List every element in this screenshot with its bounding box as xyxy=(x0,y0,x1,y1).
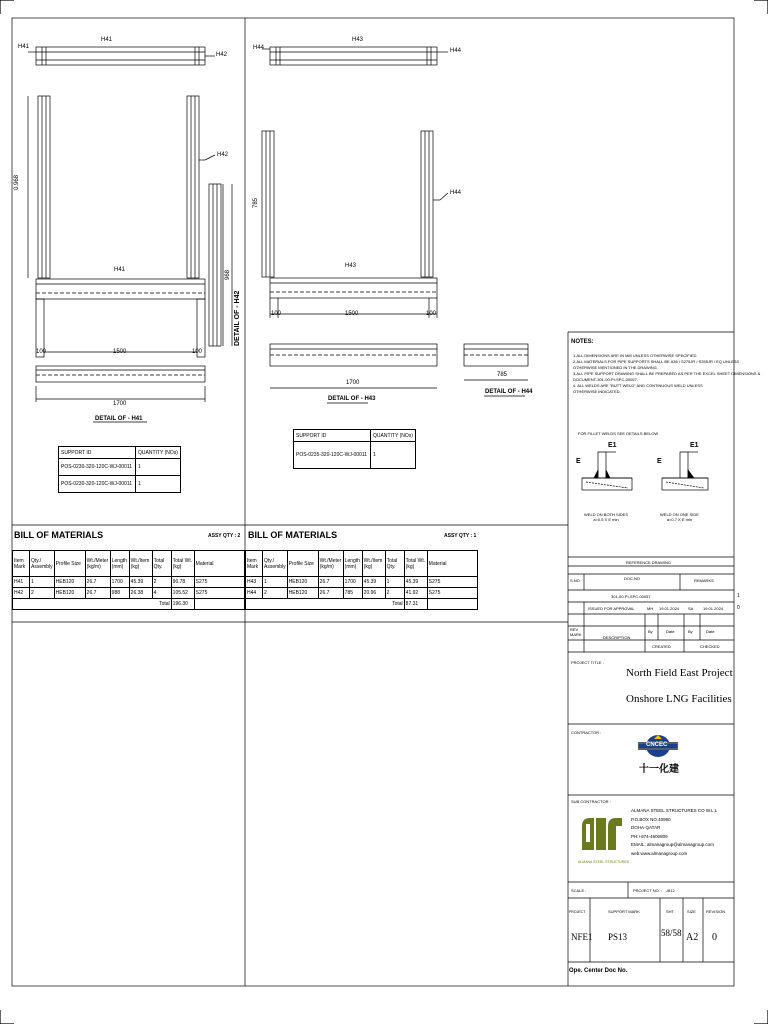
bom-cell: 2 xyxy=(385,588,404,599)
label-h41-top-center: H41 xyxy=(101,37,113,43)
date-header-a: Date xyxy=(666,629,675,634)
support-qty-cell: 1 xyxy=(371,442,416,469)
sheet-border xyxy=(12,18,734,986)
label-h43-top-center: H43 xyxy=(352,37,364,43)
contractor-chinese-name: 十一化建 xyxy=(639,764,679,775)
dim-total-h41: 1700 xyxy=(113,401,127,407)
title-detail-h41: DETAIL OF - H41 xyxy=(95,416,143,422)
sub-contractor-label: SUB CONTRACTOR : xyxy=(571,799,611,804)
bom-col-header: Total Wt. (kg) xyxy=(171,551,194,577)
sheet-value: 58/58 xyxy=(661,928,682,938)
table-row xyxy=(13,599,245,610)
note-line: 2.ALL MATERIALS FOR PIPE SUPPORTS SHALL BE A36 / S275JR / S355JR / EQ UNLESS xyxy=(573,359,740,364)
note-line: DOCUMENT-301-00-PI-SPC-00057. xyxy=(573,377,638,382)
bom-cell: H44 xyxy=(246,588,263,599)
bom-cell: 1 xyxy=(30,577,55,588)
ref-header-docno: DOC.NO xyxy=(624,576,640,581)
weld-caption-one xyxy=(660,512,699,522)
bom-cell: HEB120 xyxy=(287,588,318,599)
support-id-cell: POS-0230-320-120C-WJ-00011 xyxy=(59,476,136,493)
address-line: PH:+974-4600809 xyxy=(631,833,668,839)
bom-right-title: BILL OF MATERIALS xyxy=(248,530,338,540)
by-header-b: By xyxy=(688,629,693,634)
notes-title: NOTES: xyxy=(571,339,594,345)
bom-cell: 988 xyxy=(110,588,129,599)
project-title-line2: Onshore LNG Facilities xyxy=(626,693,732,705)
bom-cell: HEB120 xyxy=(54,577,85,588)
scale-label: SCALE : xyxy=(571,888,587,893)
bom-cell: S275 xyxy=(194,577,244,588)
bom-cell: 41.92 xyxy=(404,588,427,599)
bom-cell: 4 xyxy=(152,588,171,599)
dim-side-len-h42: 968 xyxy=(225,269,231,280)
bom-cell: 2 xyxy=(30,588,55,599)
label-h44-top-right: H44 xyxy=(450,48,462,54)
rev-mark-header: REV MARK xyxy=(570,627,582,637)
table-row xyxy=(13,577,245,588)
caption-line: a=0.7 X E min xyxy=(666,517,693,522)
label-h42-column: H42 xyxy=(217,152,229,158)
size-label: SIZE xyxy=(687,909,696,914)
almana-logo xyxy=(578,812,630,868)
ope-center-doc-no: Ope. Center Doc No. xyxy=(569,968,628,974)
bom-cell: 26.7 xyxy=(85,588,110,599)
checked-date: 19.01.2024 xyxy=(703,606,724,611)
support-table-left xyxy=(58,446,181,493)
support-table-right xyxy=(293,429,416,469)
issued-description: ISSUED FOR APPROVAL xyxy=(588,606,635,611)
bom-cell: H43 xyxy=(246,577,263,588)
label-h43-beam: H43 xyxy=(345,263,357,269)
weld-caption-both xyxy=(584,512,628,522)
description-header: DESCRIPTION xyxy=(603,635,631,640)
title-detail-h44: DETAIL OF - H44 xyxy=(485,389,533,395)
bom-col-header: Wt./Meter (kg/m) xyxy=(85,551,110,577)
address-line: P.O.BOX NO.40990 xyxy=(631,816,671,822)
table-row xyxy=(13,588,245,599)
support-header-id: SUPPORT ID xyxy=(59,447,136,459)
caption-line: a=0.5 X E min xyxy=(593,517,619,522)
bom-col-header: Wt./Item (kg) xyxy=(129,551,152,577)
table-row xyxy=(246,577,478,588)
note-line: 1.ALL DIMENSIONS ARE IN MM UNLESS OTHERWISE SPECIFIED. xyxy=(573,353,698,358)
support-mark-value: PS13 xyxy=(608,932,628,942)
support-id-cell: POS-0235-320-120C-WJ-00011 xyxy=(294,442,371,469)
dim-col-height-h41: 0.968 xyxy=(14,174,20,190)
bom-cell: 1700 xyxy=(110,577,129,588)
caption-line: WELD ON BOTH SIDES xyxy=(584,512,629,517)
bom-col-header: Qty./ Assembly xyxy=(263,551,288,577)
bom-left-title: BILL OF MATERIALS xyxy=(14,530,104,540)
bom-total-label: Total xyxy=(246,599,405,610)
weld-label-e1-a: E1 xyxy=(608,442,617,449)
bom-cell: 105.52 xyxy=(171,588,194,599)
dim-left-stub-h41: 100 xyxy=(36,349,47,355)
bom-cell: 1 xyxy=(263,577,288,588)
bom-col-header: Wt./Meter (kg/m) xyxy=(318,551,343,577)
bom-cell: 1 xyxy=(385,577,404,588)
bom-cell: 26.7 xyxy=(85,577,110,588)
support-mark-label: SUPPORT MARK xyxy=(608,909,640,914)
bom-cell: S275 xyxy=(427,588,477,599)
note-line: 4. ALL WELDS ARE "BUTT WELD" AND CONTINUOUS WELD UNLESS xyxy=(573,383,703,388)
note-line: 3.ALL PIPE SUPPORT DRAWING SHALL BE PREPARED AS PER THE EXCEL SHEET DIMENSIONS & xyxy=(573,371,761,376)
label-h41-beam: H41 xyxy=(114,267,126,273)
bom-right-assy-qty: ASSY QTY : 1 xyxy=(444,533,477,539)
bom-cell: HEB120 xyxy=(287,577,318,588)
bom-total-value: 196.30 xyxy=(171,599,194,610)
bom-col-header: Total Qty. xyxy=(385,551,404,577)
bom-cell: HEB120 xyxy=(54,588,85,599)
weld-label-e-b: E xyxy=(657,458,662,465)
bom-left-assy-qty: ASSY QTY : 2 xyxy=(208,533,241,539)
bom-cell: H41 xyxy=(13,577,30,588)
label-h41-top-left: H41 xyxy=(18,44,30,50)
weld-sketch-both-sides xyxy=(582,452,632,490)
dim-right-stub-h41: 100 xyxy=(192,349,203,355)
bom-right-table xyxy=(245,550,478,610)
cncec-logo-text: CNCEC xyxy=(646,742,668,748)
bom-col-header: Profile Size xyxy=(54,551,85,577)
bom-col-header: Qty./ Assembly xyxy=(30,551,55,577)
bom-col-header: Material xyxy=(427,551,477,577)
project-label: PROJECT xyxy=(569,910,586,914)
bom-cell: 45.39 xyxy=(362,577,385,588)
caption-line: WELD ON ONE SIDE xyxy=(660,512,699,517)
revision-value: 0 xyxy=(712,932,717,943)
dim-left-stub-h43: 100 xyxy=(271,311,282,317)
issued-by: MH xyxy=(647,606,654,611)
almana-logo-caption: ALMANA STEEL STRUCTURES xyxy=(578,860,630,864)
support-header-qty: QUANTITY (NOs) xyxy=(371,430,416,442)
checked-label: CHECKED xyxy=(700,644,720,649)
bom-col-header: Length (mm) xyxy=(110,551,129,577)
label-h44-top-left: H44 xyxy=(253,45,265,51)
ref-header-remarks: REMARKS xyxy=(694,578,714,583)
bom-col-header: Total Qty. xyxy=(152,551,171,577)
by-header-a: By xyxy=(648,629,653,634)
bom-cell: 26.7 xyxy=(318,577,343,588)
bom-cell: 90.78 xyxy=(171,577,194,588)
bom-total-label: Total xyxy=(13,599,172,610)
bom-col-header: Total Wt. (kg) xyxy=(404,551,427,577)
bom-cell: 2 xyxy=(152,577,171,588)
support-id-cell: POS-0230-320-120C-WJ-00011 xyxy=(59,459,136,476)
bom-cell: 45.39 xyxy=(404,577,427,588)
note-line: OTHERWISE INDICATED. xyxy=(573,389,621,394)
address-line: web:www.almanagroup.com xyxy=(631,850,688,856)
bom-col-header: Item Mark xyxy=(246,551,263,577)
dim-total-h43: 1700 xyxy=(346,380,360,386)
reference-title: REFERENCE DRAWING xyxy=(626,560,671,565)
bom-col-header: Item Mark xyxy=(13,551,30,577)
bom-col-header: Profile Size xyxy=(287,551,318,577)
bom-cell: 45.39 xyxy=(129,577,152,588)
support-qty-cell: 1 xyxy=(136,459,181,476)
bom-col-header: Length (mm) xyxy=(343,551,362,577)
dim-span-h43: 1500 xyxy=(345,311,359,317)
address-line: ALMANA STEEL STRUCTURES CO W.L.L xyxy=(631,808,718,813)
project-title-label: PROJECT TITLE : xyxy=(571,660,604,665)
fillet-note: FOR FILLET WELDS SEE DETAILS BELOW xyxy=(578,431,659,436)
contractor-label: CONTRACTOR : xyxy=(571,730,602,735)
sub-contractor-address xyxy=(631,807,717,858)
dim-span-h41: 1500 xyxy=(113,349,127,355)
support-header-qty: QUANTITY (NOs) xyxy=(136,447,181,459)
bom-cell: 2 xyxy=(263,588,288,599)
bom-left-table xyxy=(12,550,245,610)
bom-cell: 1700 xyxy=(343,577,362,588)
cncec-logo xyxy=(635,733,681,759)
bom-col-header: Material xyxy=(194,551,244,577)
project-no-value: J812 xyxy=(666,888,675,893)
bom-total-value: 87.31 xyxy=(404,599,427,610)
ref-header-sno: S.NO xyxy=(570,578,580,583)
size-value: A2 xyxy=(686,932,699,943)
table-row xyxy=(246,588,478,599)
bom-col-header: Wt./Item (kg) xyxy=(362,551,385,577)
bom-cell: 26.7 xyxy=(318,588,343,599)
bom-cell: 785 xyxy=(343,588,362,599)
title-detail-h42: DETAIL OF - H42 xyxy=(234,290,241,346)
checked-by: SA xyxy=(688,606,694,611)
title-detail-h43: DETAIL OF - H43 xyxy=(328,396,376,402)
weld-label-e1-b: E1 xyxy=(690,442,699,449)
issued-date: 19.01.2024 xyxy=(659,606,680,611)
bom-cell: S275 xyxy=(427,577,477,588)
support-qty-cell: 1 xyxy=(136,476,181,493)
project-no-label: PROJECT NO. : xyxy=(633,888,663,893)
support-header-id: SUPPORT ID xyxy=(294,430,371,442)
label-h42-top-right: H42 xyxy=(216,52,228,58)
ref-doc-no: 301-00-PI-SPC-00057 xyxy=(611,594,651,599)
bom-cell: 20.96 xyxy=(362,588,385,599)
ref-side-zero: 0 xyxy=(737,605,740,611)
address-line: EMAIL: almanagroup@almanagroup.com xyxy=(631,842,714,847)
revision-label: REVISION xyxy=(706,909,726,914)
dim-side-len-h44: 785 xyxy=(497,372,508,378)
weld-sketch-one-side xyxy=(662,452,708,490)
note-line: OTHERWISE MENTIONED IN THE DRAWING. xyxy=(573,365,658,370)
bom-cell: H42 xyxy=(13,588,30,599)
bom-cell: S275 xyxy=(194,588,244,599)
ref-side-one: 1 xyxy=(737,593,740,599)
sheet-label: SHT xyxy=(666,909,674,914)
label-h44-column: H44 xyxy=(450,190,462,196)
dim-right-stub-h43: 100 xyxy=(426,311,437,317)
address-line: DOHA-QATAR xyxy=(631,825,661,830)
dim-col-height-h43: 785 xyxy=(253,197,259,208)
date-header-b: Date xyxy=(706,629,715,634)
notes-list xyxy=(573,353,760,395)
table-row xyxy=(246,599,478,610)
project-title-line1: North Field East Project xyxy=(626,667,733,679)
weld-label-e-a: E xyxy=(576,458,581,465)
bom-cell: 26.38 xyxy=(129,588,152,599)
created-label: CREATED xyxy=(652,644,671,649)
project-value: NFE1 xyxy=(571,932,593,942)
